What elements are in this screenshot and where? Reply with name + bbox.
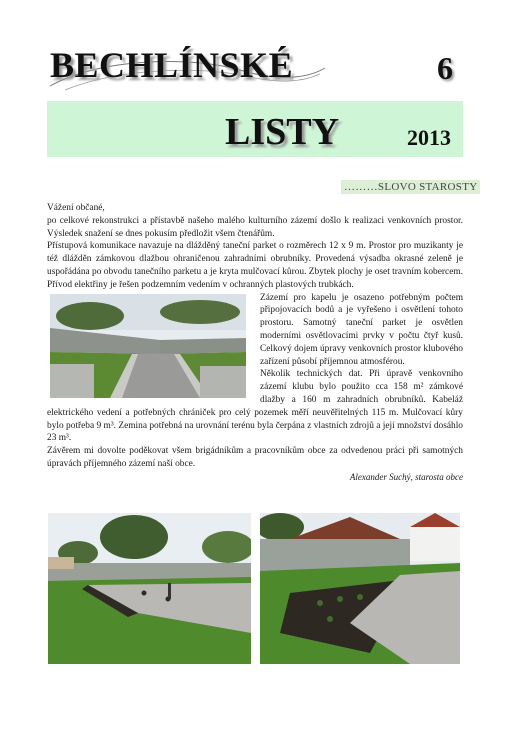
article-signature: Alexander Suchý, starosta obce (349, 472, 463, 482)
article-paragraph: po celkové rekonstrukci a přístavbě našeho malého kulturního zázemí došlo k realizaci venkovních prostor. Výsledek snažení se dnes pokusím předložit všem čtenářům. (47, 215, 463, 239)
article-body (47, 202, 463, 471)
article-salutation: Vážení občané, (47, 203, 105, 213)
article-paragraph: Několik technických dat. Při úpravě venkovního zázemí klubu bylo použito cca 158 m² zámkové dlažby a 160 m zahradních obrubníků. Kabeláž elektrického vedení a potřebných chrániček pro celý pozemek měří neuvěřitelných 115 m. Mulčovací kůry bylo potřeba 9 m³. Zemina potřebná na urovnání terénu byla čerpána z vlastních zdrojů a její množství dosáhlo 23 m³. (47, 369, 463, 444)
photo-garden-paving-left (48, 513, 251, 664)
article-paragraph: Přístupová komunikace navazuje na dlážděný taneční parket o rozměrech 12 x 9 m. Prostor pro muzikanty je též dlážděn zámkovou dlažbou ohraničenou zahradními obrubníky. Provedená výsadba okrasné zeleně je uspořádána po obvodu tanečního parketu a je kryta mulčovací kůrou. Zbytek plochy je oset travním kobercem. Přívod elektřiny je řešen podzemním vedením v ochranných plastových trubkách. (47, 241, 463, 290)
issue-year: 2013 (407, 125, 451, 150)
masthead-title-line2: LISTY (225, 111, 340, 153)
masthead (0, 0, 510, 170)
masthead-title-line1: BECHLÍNSKÉ (50, 45, 294, 85)
photo-dance-floor-walls (50, 294, 246, 398)
photo-garden-paving-right (260, 513, 460, 664)
issue-number: 6 (437, 50, 453, 86)
article-paragraph: Závěrem mi dovolte poděkovat všem brigádníkům a pracovníkům obce za odvedenou práci při samotných úpravách příjemného zázemí naší obce. (47, 446, 463, 469)
section-label: ………SLOVO STAROSTY (341, 180, 480, 194)
article-paragraph: Zázemí pro kapelu je osazeno potřebným počtem připojovacích bodů a je vyřešeno i osvětlení tohoto prostoru. Samotný taneční parket je osvětlen moderními osvětlovacími prvky v počtu čtyř kusů. Celkový dojem úpravy venkovních prostor klubového zařízení působí příjemnou atmosférou. (260, 292, 463, 367)
